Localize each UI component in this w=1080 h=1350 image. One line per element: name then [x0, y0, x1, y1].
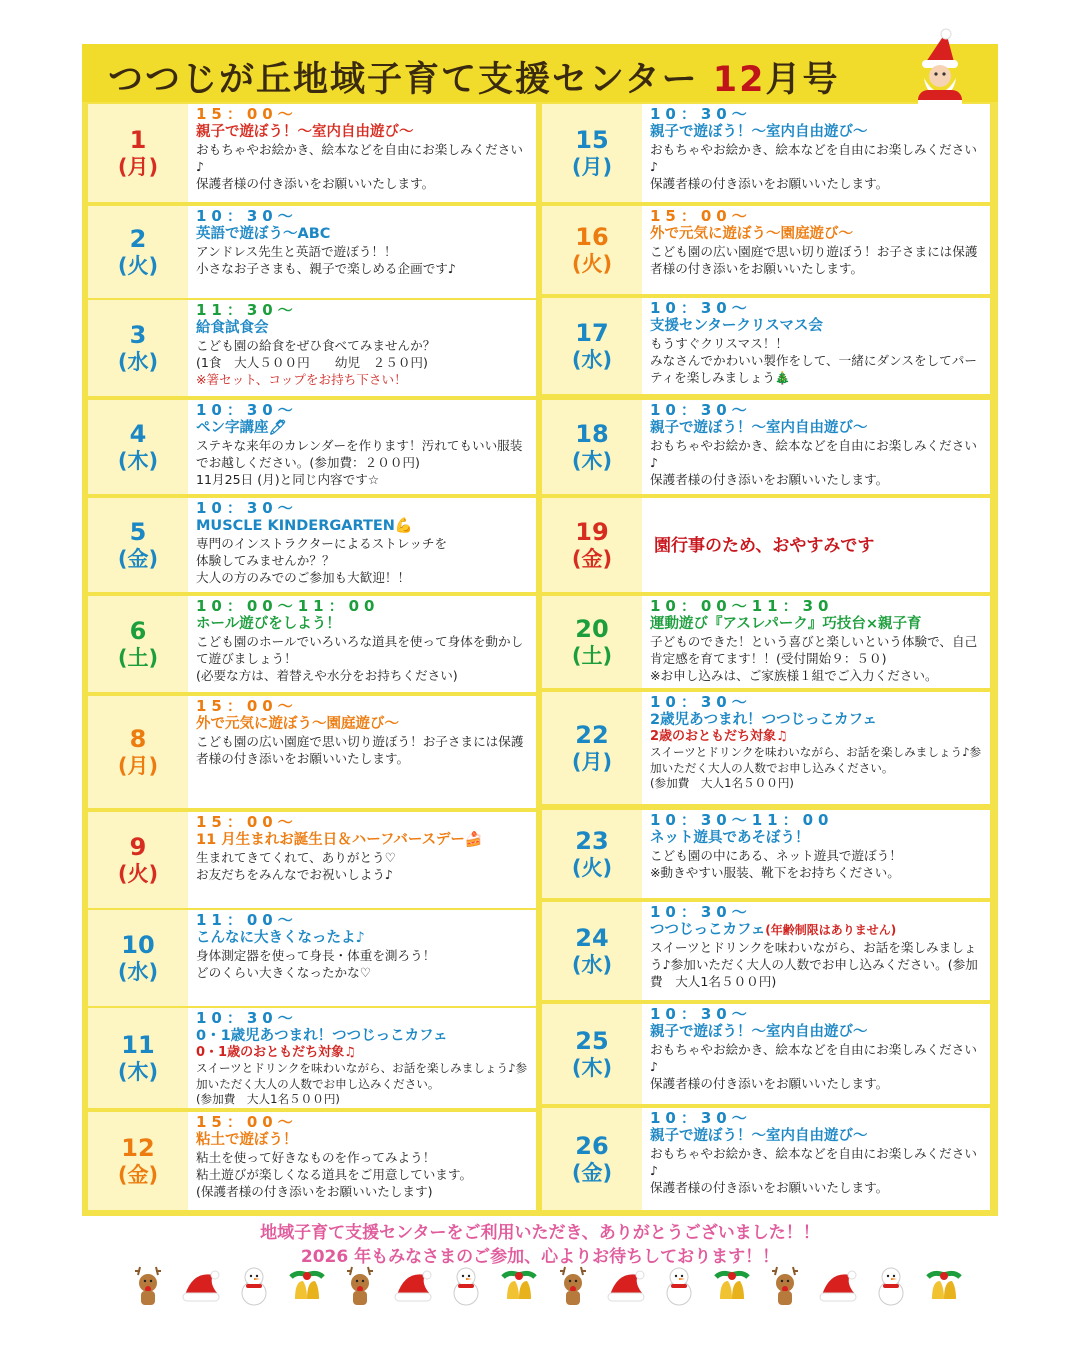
event-description: 保護者様の付き添いをお願いいたします。 — [650, 472, 889, 487]
event-title — [196, 419, 530, 437]
schedule-row — [88, 498, 536, 592]
event-cell — [188, 696, 536, 808]
weekday-label: (木) — [117, 1059, 159, 1084]
event-description: 保護者様の付き添いをお願いいたします。 — [650, 176, 889, 191]
event-title — [650, 829, 984, 847]
bells-icon — [285, 1263, 329, 1307]
day-number: 1 — [129, 126, 147, 155]
event-description: 子どものできた！という喜びと楽しいという体験で、自己肯定感を育てます！！(受付開始９：５０) — [650, 634, 978, 666]
day-number: 22 — [575, 721, 609, 750]
day-cell — [542, 596, 642, 688]
event-time: 15：00〜 — [196, 105, 298, 123]
event-description: こども園の広い園庭で思い切り遊ぼう！お子さまには保護者様の付き添いをお願いいたします。 — [196, 734, 524, 766]
event-description: こども園の中にある、ネット遊具で遊ぼう！ — [650, 848, 902, 863]
weekday-label: (水) — [117, 349, 159, 374]
event-description: 保護者様の付き添いをお願いいたします。 — [196, 176, 435, 191]
santa-hat-icon — [179, 1263, 223, 1307]
day-number: 2 — [129, 225, 147, 254]
event-title — [650, 419, 984, 437]
event-title-text: 親子で遊ぼう！〜室内自由遊び〜 — [650, 124, 868, 140]
weekday-label: (土) — [571, 643, 613, 668]
event-description: おもちゃやお絵かき、絵本などを自由にお楽しみください♪ — [196, 142, 523, 174]
title-text: つつじが丘地域子育て支援センター — [108, 60, 699, 100]
event-title — [196, 715, 530, 733]
event-title — [196, 225, 530, 243]
reindeer-icon — [338, 1263, 382, 1307]
reindeer-icon — [551, 1263, 595, 1307]
event-description: おもちゃやお絵かき、絵本などを自由にお楽しみください♪ — [650, 1042, 977, 1074]
event-title — [650, 1127, 984, 1145]
event-time: 10：30〜 — [650, 903, 752, 921]
weekday-label: (金) — [571, 1160, 613, 1185]
snowman-icon — [232, 1263, 276, 1307]
schedule-row — [88, 696, 536, 808]
event-title-text: ホール遊びをしよう！ — [196, 616, 341, 632]
event-description: ※動きやすい服装、靴下をお持ちください。 — [650, 865, 900, 880]
day-number: 5 — [129, 518, 147, 547]
event-subtitle: 0・1歳のおともだち対象♫ — [196, 1045, 356, 1060]
event-title-text: 親子で遊ぼう！〜室内自由遊び〜 — [650, 1024, 868, 1040]
schedule-row — [88, 300, 536, 396]
event-time: 10：00〜11：00 — [196, 597, 380, 615]
event-description: 粘土遊びが楽しくなる道具をご用意しています。 — [196, 1167, 473, 1182]
event-time: 10：00〜11：30 — [650, 597, 834, 615]
weekday-label: (木) — [571, 448, 613, 473]
event-description: 保護者様の付き添いをお願いいたします。 — [650, 1076, 889, 1091]
event-time: 10：30〜 — [650, 105, 752, 123]
month-suffix: 月号 — [765, 60, 840, 100]
event-cell — [642, 596, 990, 688]
santa-hat-icon — [604, 1263, 648, 1307]
event-description: (1食 大人５００円 幼児 ２５０円) — [196, 355, 428, 370]
santa-hat-icon — [816, 1263, 860, 1307]
schedule-row — [542, 104, 990, 202]
event-time: 10：30〜 — [650, 1109, 752, 1127]
event-cell — [188, 400, 536, 494]
page-title — [108, 52, 840, 102]
day-cell — [88, 910, 188, 1006]
event-title — [196, 831, 530, 849]
event-description: おもちゃやお絵かき、絵本などを自由にお楽しみください♪ — [650, 142, 977, 174]
day-number: 20 — [575, 615, 609, 644]
event-title-text: 粘土で遊ぼう！ — [196, 1132, 298, 1148]
schedule-row — [88, 104, 536, 202]
event-warning: ※箸セット、コップをお持ち下さい！ — [196, 372, 407, 387]
weekday-label: (火) — [117, 253, 159, 278]
weekday-label: (土) — [117, 645, 159, 670]
event-cell — [188, 812, 536, 908]
event-description: 身体測定器を使って身長・体重を測ろう！ — [196, 948, 436, 963]
snowman-icon — [444, 1263, 488, 1307]
event-time: 10：30〜 — [196, 1009, 298, 1027]
reindeer-icon — [763, 1263, 807, 1307]
event-title-text: ネット遊具であそぼう！ — [650, 830, 810, 846]
decoration-strip — [126, 1262, 966, 1308]
weekday-label: (水) — [571, 347, 613, 372]
day-cell — [88, 300, 188, 396]
event-cell — [642, 1108, 990, 1210]
event-description: 11月25日 (月)と同じ内容です☆ — [196, 472, 380, 487]
day-cell — [88, 498, 188, 592]
weekday-label: (月) — [571, 749, 613, 774]
event-time: 10：30〜 — [196, 401, 298, 419]
event-description: (参加費 大人1名５００円) — [650, 776, 794, 790]
day-number: 26 — [575, 1132, 609, 1161]
day-cell — [542, 1108, 642, 1210]
event-title — [196, 615, 530, 633]
event-time: 10：30〜 — [650, 1005, 752, 1023]
schedule-row — [542, 1004, 990, 1104]
day-number: 9 — [129, 833, 147, 862]
bells-icon — [497, 1263, 541, 1307]
day-number: 6 — [129, 617, 147, 646]
footer-invite: 2026 年もみなさまのご参加、心よりお待ちしております！！ — [300, 1247, 780, 1267]
weekday-label: (月) — [117, 154, 159, 179]
event-cell — [642, 498, 990, 592]
day-number: 17 — [575, 319, 609, 348]
day-cell — [88, 812, 188, 908]
event-title — [650, 921, 984, 939]
day-number: 12 — [121, 1134, 155, 1163]
weekday-label: (月) — [117, 753, 159, 778]
event-description: おもちゃやお絵かき、絵本などを自由にお楽しみください♪ — [650, 438, 977, 470]
event-cell — [188, 596, 536, 692]
event-description: もうすぐクリスマス！！ — [650, 336, 789, 351]
schedule-row — [88, 812, 536, 908]
day-cell — [88, 696, 188, 808]
event-cell — [642, 298, 990, 394]
event-time: 10：30〜 — [650, 693, 752, 711]
event-time: 15：00〜 — [196, 813, 298, 831]
event-time: 10：30〜 — [196, 207, 298, 225]
event-description: (参加費 大人1名５００円) — [196, 1092, 340, 1106]
day-number: 19 — [575, 518, 609, 547]
weekday-label: (金) — [117, 1162, 159, 1187]
event-description: スイーツとドリンクを味わいながら、お話を楽しみましょう♪参加いただく大人の人数でお申し込みください。 — [196, 1061, 528, 1091]
event-title-text: 11 月生まれお誕生日＆ハーフバースデー🍰 — [196, 832, 483, 848]
event-time: 15：00〜 — [196, 697, 298, 715]
weekday-label: (木) — [117, 448, 159, 473]
event-description: 生まれてきてくれて、ありがとう♡ — [196, 850, 396, 865]
event-title-text: 親子で遊ぼう！〜室内自由遊び〜 — [650, 420, 868, 436]
day-cell — [88, 206, 188, 298]
bells-icon — [710, 1263, 754, 1307]
weekday-label: (火) — [571, 251, 613, 276]
event-cell — [642, 206, 990, 294]
day-cell — [542, 104, 642, 202]
day-number: 18 — [575, 420, 609, 449]
event-description: スイーツとドリンクを味わいながら、お話を楽しみましょう♪参加いただく大人の人数でお申し込みください。 — [650, 745, 982, 775]
snowman-icon — [657, 1263, 701, 1307]
event-description: こども園の給食をぜひ食べてみませんか？ — [196, 338, 436, 353]
schedule-row — [88, 206, 536, 298]
day-number: 3 — [129, 321, 147, 350]
event-title — [650, 1023, 984, 1041]
day-cell — [542, 206, 642, 294]
event-cell — [188, 1008, 536, 1108]
event-title — [650, 123, 984, 141]
event-time: 10：30〜 — [650, 401, 752, 419]
day-cell — [88, 596, 188, 692]
day-number: 4 — [129, 420, 147, 449]
event-title-text: 親子で遊ぼう！〜室内自由遊び〜 — [650, 1128, 868, 1144]
schedule-row — [542, 596, 990, 688]
day-cell — [88, 400, 188, 494]
weekday-label: (金) — [571, 546, 613, 571]
event-title — [650, 615, 984, 633]
schedule-row — [88, 400, 536, 494]
event-cell — [188, 910, 536, 1006]
event-description: ステキな来年のカレンダーを作ります！汚れてもいい服装でお越しください。(参加費：２００円) — [196, 438, 523, 470]
event-subtitle: 2歳のおともだち対象♫ — [650, 729, 788, 744]
event-cell — [188, 498, 536, 592]
event-title — [650, 317, 984, 335]
event-cell — [642, 400, 990, 494]
schedule-row — [88, 1008, 536, 1108]
weekday-label: (火) — [571, 855, 613, 880]
weekday-label: (木) — [571, 1055, 613, 1080]
day-cell — [88, 1008, 188, 1108]
weekday-label: (月) — [571, 154, 613, 179]
event-cell — [642, 692, 990, 804]
event-time: 10：30〜11：00 — [650, 811, 834, 829]
event-title-text: 英語で遊ぼう〜ABC — [196, 226, 331, 242]
weekday-label: (水) — [117, 959, 159, 984]
event-title — [650, 225, 984, 243]
event-title-text: つつじっこカフェ — [650, 922, 766, 938]
event-title — [196, 929, 530, 947]
event-description: みなさんでかわいい製作をして、一緒にダンスをしてパーティを楽しみましょう🎄 — [650, 353, 977, 385]
day-cell — [542, 400, 642, 494]
reindeer-icon — [126, 1263, 170, 1307]
event-description: 保護者様の付き添いをお願いいたします。 — [650, 1180, 889, 1195]
day-cell — [542, 810, 642, 898]
schedule-row — [542, 810, 990, 898]
event-description: 粘土を使って好きなものを作ってみよう！ — [196, 1150, 436, 1165]
event-description: おもちゃやお絵かき、絵本などを自由にお楽しみください♪ — [650, 1146, 977, 1178]
day-cell — [88, 104, 188, 202]
event-cell — [188, 1112, 536, 1210]
event-time: 10：30〜 — [196, 499, 298, 517]
event-title — [650, 711, 984, 729]
schedule-row — [542, 498, 990, 592]
day-cell — [542, 902, 642, 1000]
event-description: どのくらい大きくなったかな♡ — [196, 965, 372, 980]
month-number: 12 — [712, 60, 766, 100]
event-title-text: MUSCLE KINDERGARTEN💪 — [196, 518, 413, 534]
event-title-text: 外で元気に遊ぼう〜園庭遊び〜 — [650, 226, 853, 242]
day-number: 24 — [575, 924, 609, 953]
event-cell — [188, 300, 536, 396]
schedule-row — [88, 596, 536, 692]
event-description: こども園の広い園庭で思い切り遊ぼう！お子さまには保護者様の付き添いをお願いいたします。 — [650, 244, 978, 276]
day-number: 16 — [575, 223, 609, 252]
schedule-row — [542, 692, 990, 804]
event-cell — [642, 104, 990, 202]
event-title-text: こんなに大きくなったよ♪ — [196, 930, 365, 946]
bells-icon — [922, 1263, 966, 1307]
snowman-icon — [869, 1263, 913, 1307]
event-cell — [188, 206, 536, 298]
santa-hat-icon — [391, 1263, 435, 1307]
day-number: 15 — [575, 126, 609, 155]
event-title — [196, 517, 530, 535]
event-description: (必要な方は、着替えや水分をお持ちください) — [196, 668, 458, 683]
event-time: 15：00〜 — [196, 1113, 298, 1131]
event-title-text: 2歳児あつまれ！つつじっこカフェ — [650, 712, 877, 728]
weekday-label: (水) — [571, 952, 613, 977]
event-description: 専門のインストラクターによるストレッチを — [196, 536, 448, 551]
event-title — [196, 1027, 530, 1045]
footer-thanks: 地域子育て支援センターをご利用いただき、ありがとうございました！！ — [260, 1223, 820, 1243]
event-cell — [642, 1004, 990, 1104]
schedule-row — [542, 400, 990, 494]
schedule-row — [88, 1112, 536, 1210]
day-cell — [88, 1112, 188, 1210]
day-number: 23 — [575, 827, 609, 856]
event-description: 体験してみませんか？？ — [196, 553, 335, 568]
event-description: アンドレス先生と英語で遊ぼう！！ — [196, 244, 397, 259]
day-cell — [542, 298, 642, 394]
closed-notice: 園行事のため、おやすみです — [654, 535, 875, 556]
event-title-text: 親子で遊ぼう！〜室内自由遊び〜 — [196, 124, 414, 140]
day-cell — [542, 498, 642, 592]
schedule-row — [542, 902, 990, 1000]
event-cell — [642, 810, 990, 898]
schedule-row — [542, 206, 990, 294]
day-cell — [542, 1004, 642, 1104]
day-cell — [542, 692, 642, 804]
event-cell — [642, 902, 990, 1000]
event-description: (保護者様の付き添いをお願いいたします) — [196, 1184, 433, 1199]
event-title — [196, 123, 530, 141]
day-number: 10 — [121, 931, 155, 960]
weekday-label: (金) — [117, 546, 159, 571]
day-number: 11 — [121, 1031, 155, 1060]
weekday-label: (火) — [117, 861, 159, 886]
schedule-row — [542, 1108, 990, 1210]
schedule-row — [542, 298, 990, 394]
event-title-text: 外で元気に遊ぼう〜園庭遊び〜 — [196, 716, 399, 732]
event-title-text: ペン字講座🖊 — [196, 420, 287, 436]
event-description: ※お申し込みは、ご家族様１組でご入力ください。 — [650, 668, 938, 683]
event-time: 10：30〜 — [650, 299, 752, 317]
event-note: (年齢制限はありません) — [765, 923, 897, 937]
event-description: こども園のホールでいろいろな道具を使って身体を動かして遊びましょう！ — [196, 634, 524, 666]
event-description: 小さなお子さまも、親子で楽しめる企画です♪ — [196, 261, 456, 276]
event-title — [196, 319, 530, 337]
event-time: 11：30〜 — [196, 301, 298, 319]
event-title-text: 運動遊び『アスレパーク』巧技台×親子育 — [650, 616, 922, 632]
event-description: お友だちをみんなでお祝いしよう♪ — [196, 867, 393, 882]
event-description: 大人の方のみでのご参加も大歓迎！！ — [196, 570, 411, 585]
event-title-text: 給食試食会 — [196, 320, 269, 336]
event-title-text: 0・1歳児あつまれ！つつじっこカフェ — [196, 1028, 448, 1044]
event-time: 15：00〜 — [650, 207, 752, 225]
day-number: 8 — [129, 725, 147, 754]
event-time: 11：00〜 — [196, 911, 298, 929]
event-cell — [188, 104, 536, 202]
event-title — [196, 1131, 530, 1149]
schedule-row — [88, 910, 536, 1006]
day-number: 25 — [575, 1027, 609, 1056]
event-description: スイーツとドリンクを味わいながら、お話を楽しみましょう♪参加いただく大人の人数でお申し込みください。(参加費 大人1名５００円) — [650, 940, 978, 989]
event-title-text: 支援センタークリスマス会 — [650, 318, 823, 334]
